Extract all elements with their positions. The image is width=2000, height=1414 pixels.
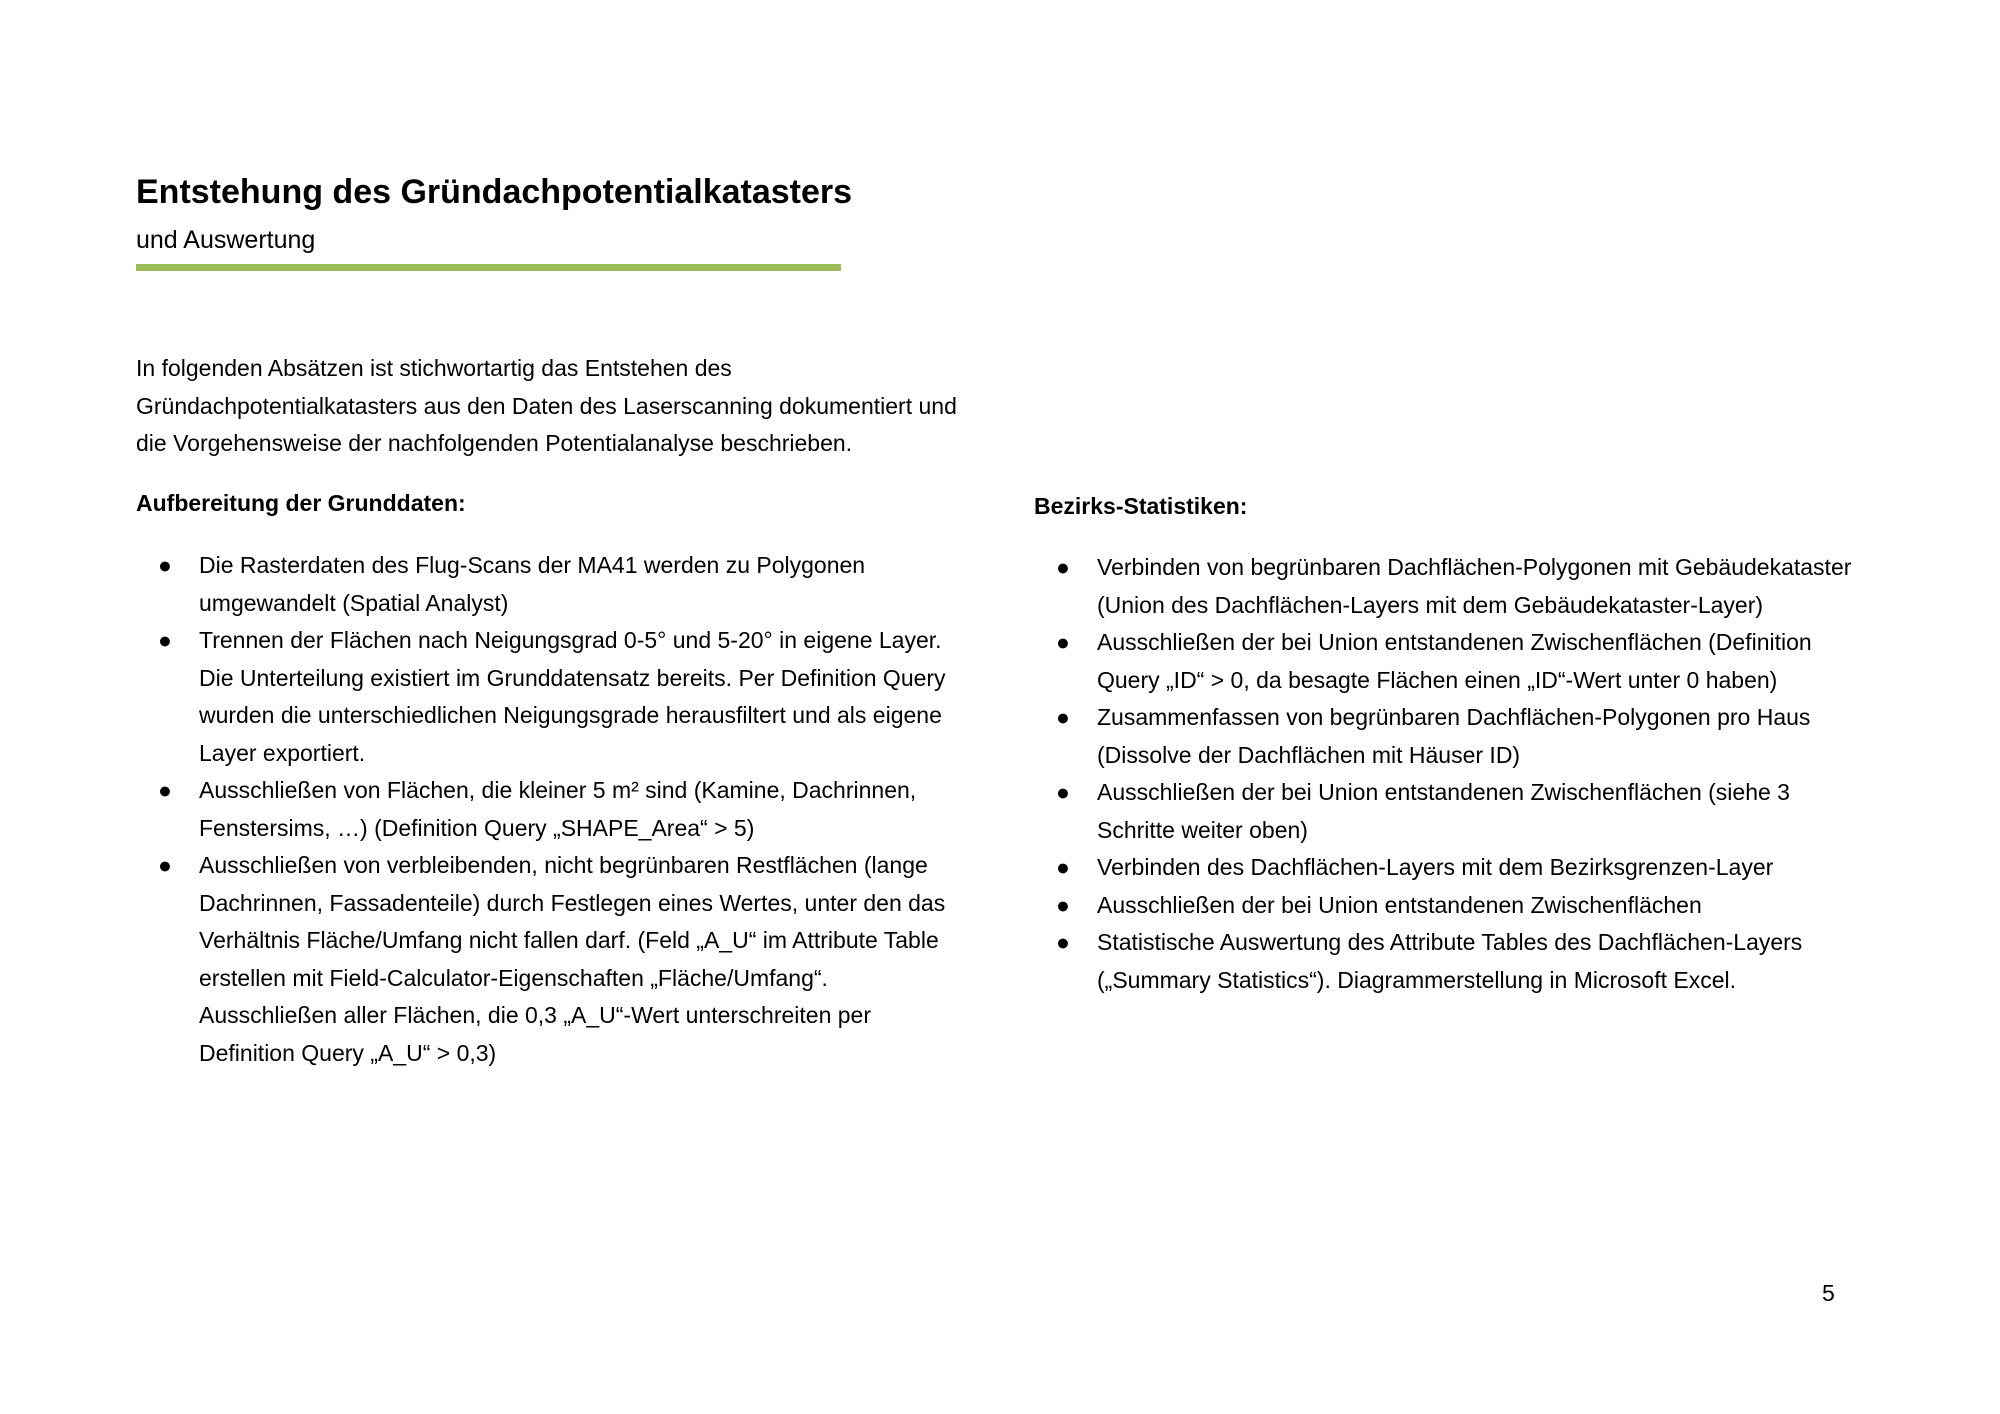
bullet-icon: ●	[158, 627, 172, 653]
list-item	[1034, 549, 1874, 624]
page-number: 5	[1822, 1280, 1835, 1306]
bullet-icon: ●	[1056, 704, 1070, 730]
bullet-icon: ●	[158, 852, 172, 878]
list-item	[1034, 924, 1874, 999]
bullet-icon: ●	[1056, 554, 1070, 580]
list-item-text: Ausschließen der bei Union entstandenen Zwischenflächen (Definition Query „ID“ > 0, da besagte Flächen einen „ID“-Wert unter 0 haben)	[1097, 629, 1812, 693]
intro-paragraph: In folgenden Absätzen ist stichwortartig das Entstehen des Gründachpotentialkatasters aus den Daten des Laserscanning dokumentiert und die Vorgehensweise der nachfolgenden Potentialanalyse beschrieben.	[136, 355, 957, 456]
bullet-icon: ●	[1056, 891, 1070, 918]
bullet-icon: ●	[1056, 854, 1070, 880]
list-item-text: Ausschließen von verbleibenden, nicht begrünbaren Restflächen (lange Dachrinnen, Fassadenteile) durch Festlegen eines Wertes, unter den das Verhältnis Fläche/Umfang nicht fallen darf. (Feld „A_U“ im Attribute Table erstellen mit Field-Calculator-Eigenschaften „Fläche/Umfang“. Ausschließen aller Flächen, die 0,3 „A_U“-Wert unterschreiten per Definition Query „A_U“ > 0,3)	[199, 852, 946, 1066]
section-heading-grunddaten: Aufbereitung der Grunddaten:	[136, 490, 466, 516]
page-subtitle: und Auswertung	[136, 226, 316, 254]
bullet-icon: ●	[158, 552, 172, 578]
list-item	[1034, 624, 1874, 699]
page-title: Entstehung des Gründachpotentialkatasters	[136, 173, 853, 211]
list-item	[136, 847, 966, 1072]
grunddaten-list	[136, 547, 966, 1072]
bullet-icon: ●	[158, 777, 172, 803]
list-item	[1034, 699, 1874, 774]
list-item-text: Ausschließen von Flächen, die kleiner 5 m² sind (Kamine, Dachrinnen, Fenstersims, …) (Definition Query „SHAPE_Area“ > 5)	[199, 777, 917, 841]
bullet-icon: ●	[1056, 779, 1070, 805]
list-item-text: Zusammenfassen von begrünbaren Dachflächen-Polygonen pro Haus (Dissolve der Dachflächen mit Häuser ID)	[1097, 704, 1811, 768]
list-item	[1034, 774, 1874, 849]
bezirks-statistiken-list	[1034, 549, 1874, 999]
list-item-text: Verbinden von begrünbaren Dachflächen-Polygonen mit Gebäudekataster (Union des Dachflächen-Layers mit dem Gebäudekataster-Layer)	[1097, 554, 1852, 618]
title-underline	[136, 264, 841, 271]
list-item-text: Trennen der Flächen nach Neigungsgrad 0-5° und 5-20° in eigene Layer. Die Unterteilung existiert im Grunddatensatz bereits. Per Definition Query wurden die unterschiedlichen Neigungsgrade herausfiltert und als eigene Layer exportiert.	[199, 627, 946, 766]
list-item	[1034, 887, 1874, 925]
list-item-text: Ausschließen der bei Union entstandenen Zwischenflächen	[1097, 891, 1702, 918]
list-item-text: Statistische Auswertung des Attribute Tables des Dachflächen-Layers („Summary Statistics“). Diagrammerstellung in Microsoft Excel.	[1097, 929, 1803, 993]
list-item	[136, 547, 966, 622]
list-item	[1034, 849, 1874, 887]
bullet-icon: ●	[1056, 929, 1070, 955]
list-item	[136, 622, 966, 772]
list-item-text: Verbinden des Dachflächen-Layers mit dem Bezirksgrenzen-Layer	[1097, 854, 1774, 880]
list-item-text: Die Rasterdaten des Flug-Scans der MA41 werden zu Polygonen umgewandelt (Spatial Analyst)	[199, 552, 866, 616]
list-item	[136, 772, 966, 847]
section-heading-bezirks-statistiken: Bezirks-Statistiken:	[1034, 493, 1248, 519]
list-item-text: Ausschließen der bei Union entstandenen Zwischenflächen (siehe 3 Schritte weiter oben)	[1097, 779, 1790, 843]
bullet-icon: ●	[1056, 629, 1070, 655]
